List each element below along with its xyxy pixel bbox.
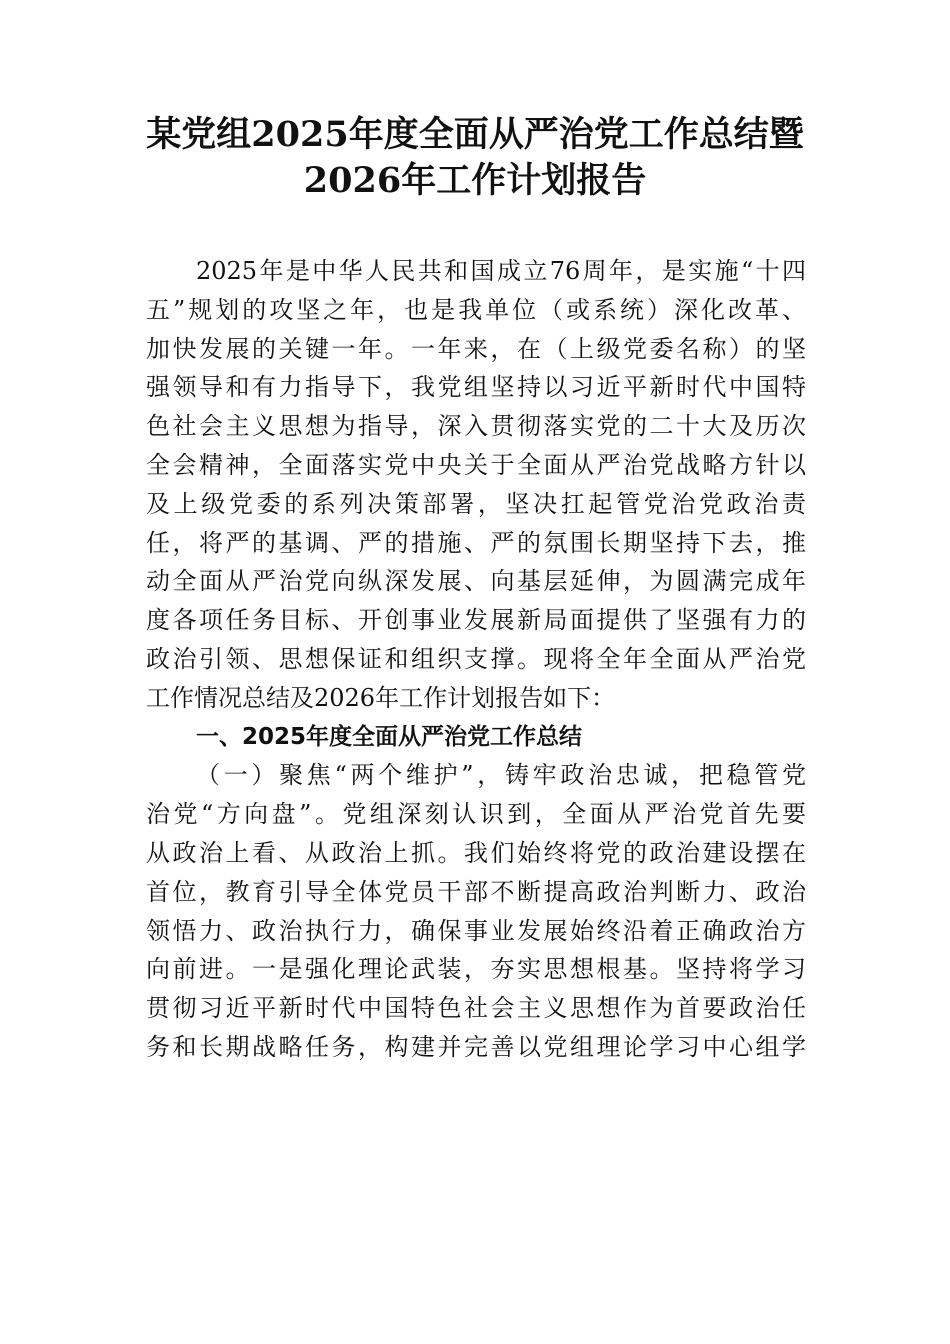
intro-line: 五”规划的攻坚之年，也是我单位（或系统）深化改革、 [146, 295, 806, 324]
section-heading: 一、2025年度全面从严治党工作总结 [196, 723, 583, 750]
section1-line: 务和长期战略任务，构建并完善以党组理论学习中心组学 [146, 1032, 806, 1061]
document-title [120, 112, 830, 204]
intro-line: 色社会主义思想为指导，深入贯彻落实党的二十大及历次 [146, 412, 806, 441]
intro-line: 全会精神，全面落实党中央关于全面从严治党战略方针以 [146, 450, 806, 479]
section1-line: 领悟力、政治执行力，确保事业发展始终沿着正确政治方 [146, 916, 806, 945]
intro-line: 工作情况总结及2026年工作计划报告如下： [146, 683, 616, 712]
section1-line: 贯彻习近平新时代中国特色社会主义思想作为首要政治任 [146, 994, 806, 1023]
document-body [146, 252, 806, 1067]
section1-line: 治党“方向盘”。党组深刻认识到，全面从严治党首先要 [146, 800, 806, 829]
intro-line: 2025年是中华人民共和国成立76周年，是实施“十四 [196, 257, 806, 285]
section1-line: （一）聚焦“两个维护”，铸牢政治忠诚，把稳管党 [196, 761, 806, 790]
title-line-2: 2026年工作计划报告 [303, 160, 647, 201]
title-line-1: 某党组2025年度全面从严治党工作总结暨 [146, 114, 804, 155]
intro-line: 强领导和有力指导下，我党组坚持以习近平新时代中国特 [146, 373, 806, 402]
intro-line: 加快发展的关键一年。一年来，在（上级党委名称）的坚 [146, 334, 806, 363]
intro-line: 度各项任务目标、开创事业发展新局面提供了坚强有力的 [146, 606, 806, 635]
section1-line: 首位，教育引导全体党员干部不断提高政治判断力、政治 [146, 877, 806, 906]
intro-line: 任，将严的基调、严的措施、严的氛围长期坚持下去，推 [146, 528, 806, 557]
intro-line: 及上级党委的系列决策部署，坚决扛起管党治党政治责 [146, 489, 806, 518]
intro-line: 动全面从严治党向纵深发展、向基层延伸，为圆满完成年 [146, 567, 806, 596]
section1-line: 从政治上看、从政治上抓。我们始终将党的政治建设摆在 [146, 838, 806, 867]
intro-line: 政治引领、思想保证和组织支撑。现将全年全面从严治党 [146, 644, 806, 673]
section1-line: 向前进。一是强化理论武装，夯实思想根基。坚持将学习 [146, 955, 806, 984]
